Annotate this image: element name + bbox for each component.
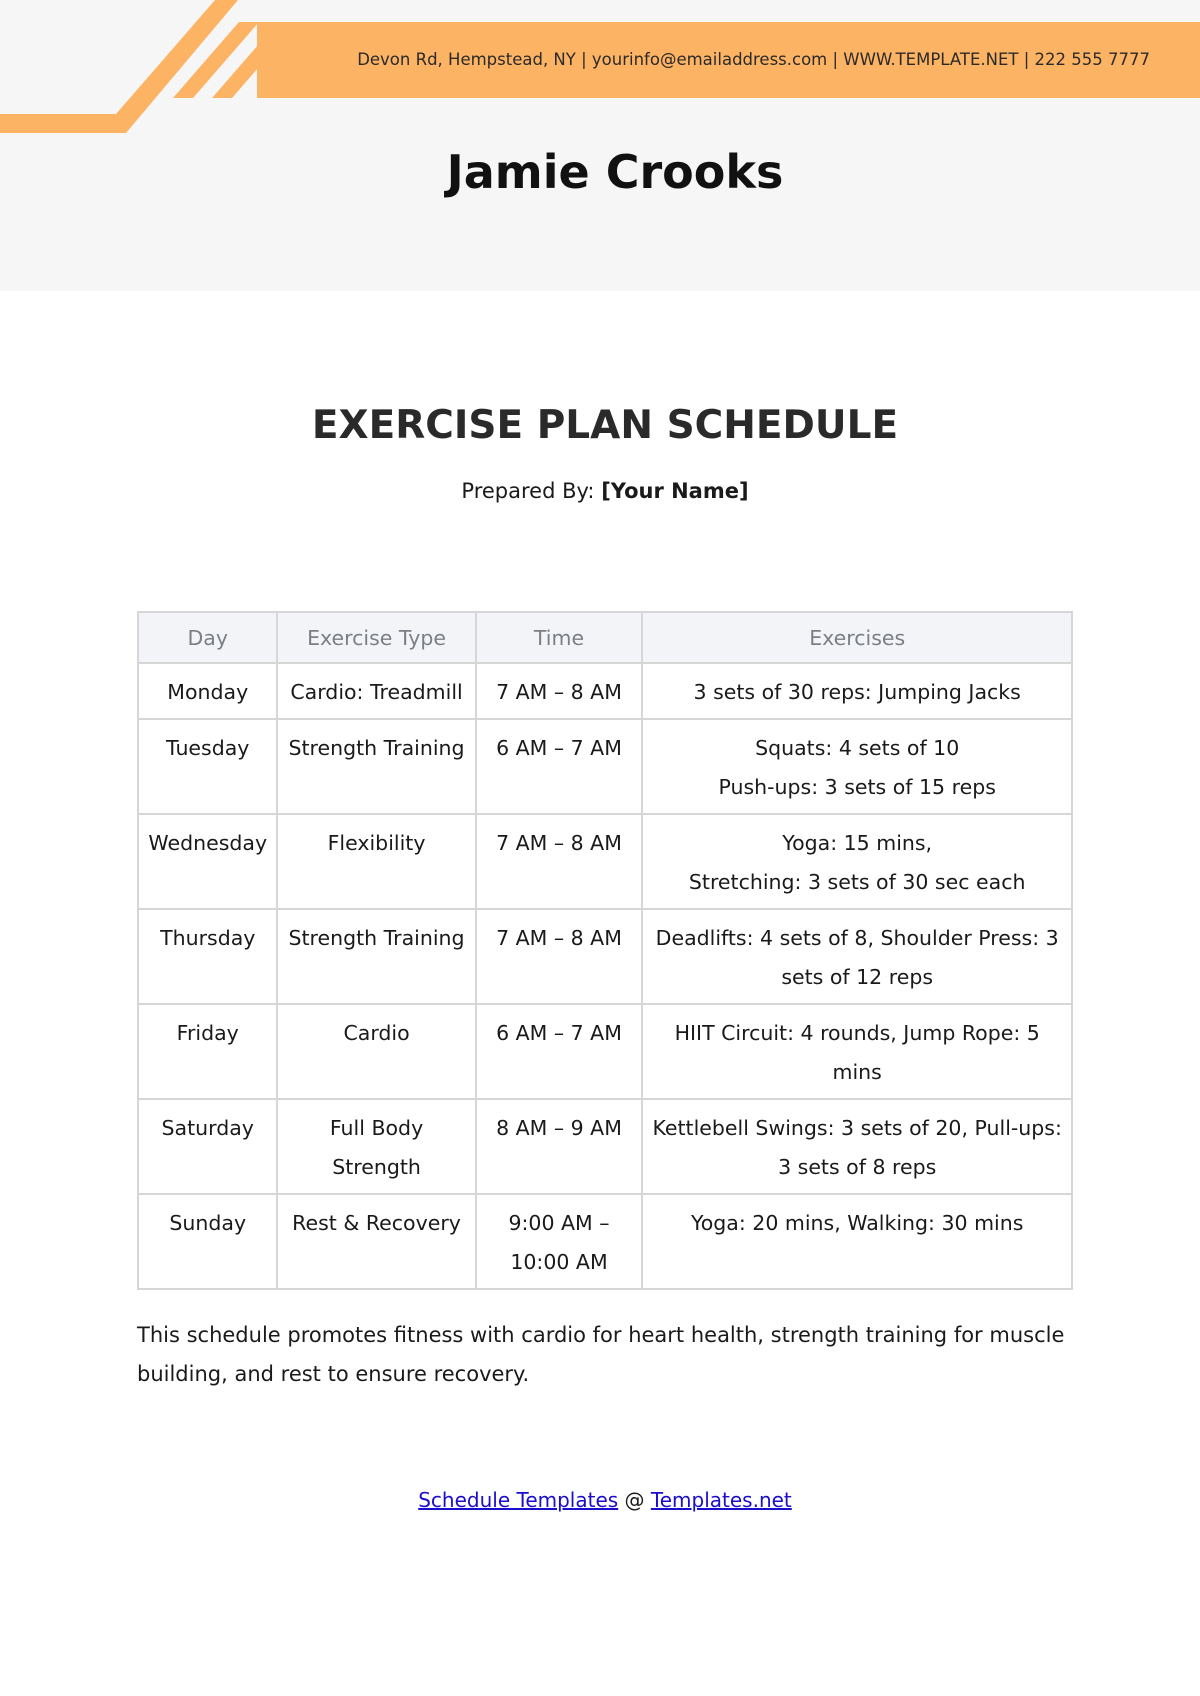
cell-time: 7 AM – 8 AM	[476, 814, 643, 909]
cell-day: Thursday	[138, 909, 277, 1004]
table-row	[138, 1194, 1072, 1289]
header-exercise-type: Exercise Type	[277, 612, 475, 663]
cell-exercises	[642, 814, 1072, 909]
cell-exercises: HIIT Circuit: 4 rounds, Jump Rope: 5 mins	[642, 1004, 1072, 1099]
contact-bar	[257, 22, 1200, 98]
schedule-table	[137, 611, 1073, 1290]
cell-time: 9:00 AM – 10:00 AM	[476, 1194, 643, 1289]
exercise-line: Squats: 4 sets of 10	[755, 736, 960, 760]
cell-day: Tuesday	[138, 719, 277, 814]
prepared-by-value: [Your Name]	[601, 479, 749, 503]
cell-time: 8 AM – 9 AM	[476, 1099, 643, 1194]
templates-net-link[interactable]: Templates.net	[650, 1488, 792, 1512]
exercise-line: Yoga: 15 mins,	[782, 831, 933, 855]
cell-time: 6 AM – 7 AM	[476, 1004, 643, 1099]
cell-exercises: Kettlebell Swings: 3 sets of 20, Pull-ups: 3 sets of 8 reps	[642, 1099, 1072, 1194]
table-row	[138, 909, 1072, 1004]
exercise-line: Push-ups: 3 sets of 15 reps	[718, 775, 996, 799]
header-day: Day	[138, 612, 277, 663]
cell-type: Cardio: Treadmill	[277, 663, 475, 719]
contact-info: Devon Rd, Hempstead, NY | yourinfo@emailaddress.com | WWW.TEMPLATE.NET | 222 555 7777	[357, 50, 1150, 69]
cell-type: Cardio	[277, 1004, 475, 1099]
table-row	[138, 719, 1072, 814]
prepared-by-label: Prepared By:	[461, 479, 595, 503]
cell-day: Sunday	[138, 1194, 277, 1289]
cell-type: Strength Training	[277, 909, 475, 1004]
table-row	[138, 663, 1072, 719]
cell-exercises: 3 sets of 30 reps: Jumping Jacks	[642, 663, 1072, 719]
cell-day: Saturday	[138, 1099, 277, 1194]
cell-day: Friday	[138, 1004, 277, 1099]
document-title: EXERCISE PLAN SCHEDULE	[311, 403, 899, 448]
cell-exercises: Deadlifts: 4 sets of 8, Shoulder Press: 3 sets of 12 reps	[642, 909, 1072, 1004]
cell-exercises: Yoga: 20 mins, Walking: 30 mins	[642, 1194, 1072, 1289]
cell-type: Rest & Recovery	[277, 1194, 475, 1289]
exercise-line: Stretching: 3 sets of 30 sec each	[688, 870, 1026, 894]
company-name: Jamie Crooks	[446, 145, 784, 199]
table-header-row	[138, 612, 1072, 663]
cell-time: 7 AM – 8 AM	[476, 909, 643, 1004]
footer	[0, 1488, 1200, 1512]
header-banner	[0, 0, 1200, 291]
summary-paragraph: This schedule promotes fitness with cardio for heart health, strength training for muscle building, and rest to ensure recovery.	[137, 1323, 1065, 1386]
cell-day: Wednesday	[138, 814, 277, 909]
schedule-templates-link[interactable]: Schedule Templates	[418, 1488, 619, 1512]
cell-exercises	[642, 719, 1072, 814]
table-row	[138, 814, 1072, 909]
cell-type: Full Body Strength	[277, 1099, 475, 1194]
footer-separator: @	[624, 1488, 645, 1512]
prepared-by	[0, 479, 1200, 503]
header-exercises: Exercises	[642, 612, 1072, 663]
header-time: Time	[476, 612, 643, 663]
cell-time: 7 AM – 8 AM	[476, 663, 643, 719]
cell-time: 6 AM – 7 AM	[476, 719, 643, 814]
cell-day: Monday	[138, 663, 277, 719]
table-row	[138, 1004, 1072, 1099]
table-row	[138, 1099, 1072, 1194]
cell-type: Flexibility	[277, 814, 475, 909]
cell-type: Strength Training	[277, 719, 475, 814]
